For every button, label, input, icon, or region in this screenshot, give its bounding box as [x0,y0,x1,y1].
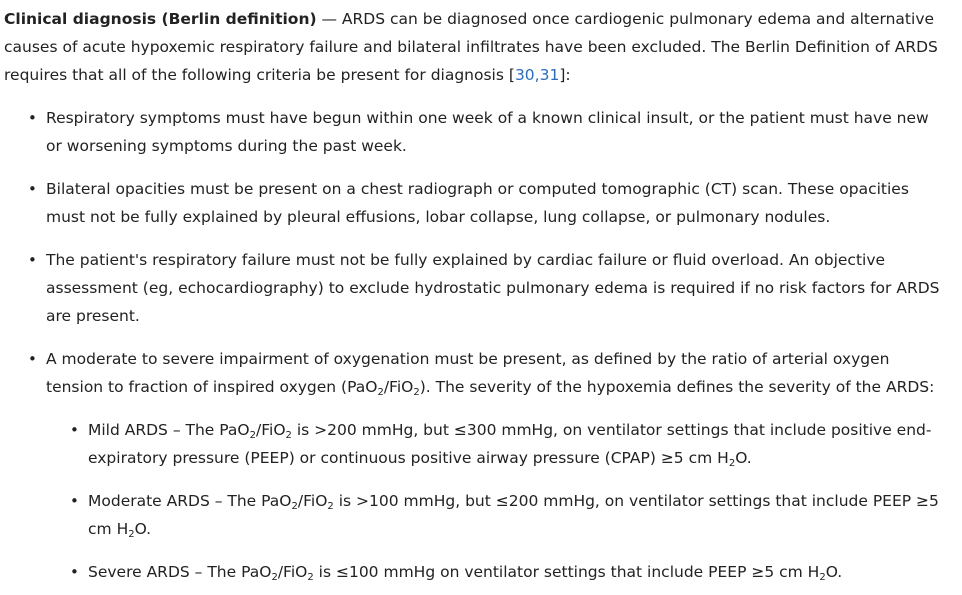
oxygenation-slash: /FiO [383,378,414,396]
fio2-term: /FiO [256,421,286,439]
severity-text: is ≤100 mmHg on ventilator settings that include PEEP ≥5 cm [313,563,808,581]
criterion-origin: • The patient's respiratory failure must not be fully explained by cardiac failure or fluid overload. An objective assessment (eg, echocardiography) to exclude hydrostatic pulmonary edema is required if no risk factors for ARDS are present. [28,246,948,330]
severity-label: Moderate ARDS – The [88,492,262,510]
subscript-two: 2 [819,572,826,583]
reference-link[interactable]: 30,31 [514,66,560,84]
subscript-two: 2 [291,501,298,512]
severity-label: Severe ARDS – The [88,563,242,581]
subscript-two: 2 [413,387,420,398]
subscript-two: 2 [728,458,736,469]
h2o-term: H [116,520,129,538]
h2o-term: H [717,449,729,467]
h2o-term: O. [134,520,152,538]
section-heading: Clinical diagnosis (Berlin definition) [4,10,317,28]
severity-mild [70,416,948,472]
subscript-two: 2 [285,430,292,441]
pao2-term: PaO [219,421,250,439]
criteria-list [4,104,948,586]
subscript-two: 2 [271,572,278,583]
reference-close: ]: [559,66,571,84]
severity-label: Mild ARDS – The [88,421,220,439]
severity-text: is >200 mmHg, but ≤300 mmHg, on ventilator settings that include positive end-expiratory pressure (PEEP) or continuous positive airway pressure (CPAP) ≥5 cm [88,421,932,467]
pao2-term: PaO [261,492,292,510]
h2o-term: O. [825,563,843,581]
reference-open: [ [508,66,515,84]
criterion-oxygenation [28,345,948,586]
fio2-term: /FiO [277,563,308,581]
subscript-two: 2 [377,387,384,398]
subscript-two: 2 [249,430,256,441]
criterion-imaging: • Bilateral opacities must be present on a chest radiograph or computed tomographic (CT) scan. These opacities must not be fully explained by pleural effusions, lobar collapse, lung collapse, or pulmonary nodules. [28,175,948,231]
severity-list [46,416,948,586]
pao2-term: PaO [241,563,272,581]
intro-text: — ARDS can be diagnosed once cardiogenic pulmonary edema and alternative causes of acute hypoxemic respiratory failure and bilateral infiltrates have been excluded. The Berlin Definition of ARDS requires that all of the following criteria be present for diagnosis [4,10,938,84]
fio2-term: /FiO [297,492,328,510]
h2o-term: H [807,563,820,581]
severity-text: is >100 mmHg, but ≤200 mmHg, on ventilator settings that include PEEP ≥5 cm [88,492,939,538]
subscript-two: 2 [128,529,135,540]
severity-moderate [70,487,948,543]
intro-paragraph [4,5,948,89]
h2o-term: O. [735,449,752,467]
oxygenation-text-b: ). The severity of the hypoxemia defines the severity of the ARDS: [419,378,935,396]
criterion-timing: • Respiratory symptoms must have begun within one week of a known clinical insult, or the patient must have new or worsening symptoms during the past week. [28,104,948,160]
severity-severe [70,558,948,586]
subscript-two: 2 [307,572,314,583]
subscript-two: 2 [327,501,334,512]
oxygenation-text-a: A moderate to severe impairment of oxygenation must be present, as defined by the ratio of arterial oxygen tension to fraction of inspired oxygen (PaO [46,350,890,396]
